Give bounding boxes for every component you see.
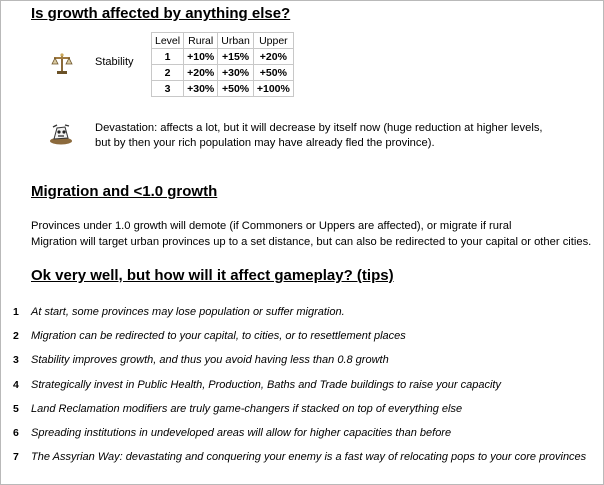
cell: +10% [184,49,218,65]
col-upper: Upper [253,33,293,49]
tip-number: 2 [13,330,19,343]
list-item [1,426,601,450]
tip-text: The Assyrian Way: devastating and conquering your enemy is a fast way of relocating pops to your core provinces [31,451,587,464]
stability-label: Stability [95,56,134,68]
table-row [152,49,294,65]
tip-text: Spreading institutions in undeveloped areas will allow for higher capacities than before [31,426,452,439]
list-item [1,402,601,426]
tip-number: 1 [13,306,19,318]
tip-text: Land Reclamation modifiers are truly game-changers if stacked on top of everything else [31,402,463,415]
cell: +20% [184,65,218,81]
cell: +100% [253,81,293,97]
cell: +50% [253,65,293,81]
tip-number: 5 [13,402,19,415]
devastation-line-2: but by then your rich population may have already fled the province). [95,137,435,149]
heading-tips: Ok very well, but how will it affect gameplay? (tips) [31,267,394,284]
table-row [152,65,294,81]
cell: +20% [253,49,293,65]
scales-icon [50,53,74,75]
heading-migration: Migration and <1.0 growth [31,183,218,200]
cell: 2 [152,65,184,81]
devastation-icon [48,122,74,146]
migration-line-1: Provinces under 1.0 growth will demote (if Commoners or Uppers are affected), or migrate if rural [31,220,512,232]
tip-number: 3 [13,354,19,367]
list-item [1,353,601,377]
list-item [1,450,601,474]
list-item [1,329,601,353]
table-row [152,81,294,97]
cell: +30% [218,65,254,81]
cell: +50% [218,81,254,97]
tip-number: 7 [13,451,19,464]
cell: 1 [152,49,184,65]
table-header-row [152,33,294,49]
tips-list [1,305,601,474]
stability-table [151,32,294,97]
col-level: Level [152,33,184,49]
cell: 3 [152,81,184,97]
col-rural: Rural [184,33,218,49]
heading-growth-affected: Is growth affected by anything else? [31,5,291,22]
tip-text: Strategically invest in Public Health, Production, Baths and Trade buildings to raise your capacity [31,378,501,391]
cell: +30% [184,81,218,97]
tip-text: At start, some provinces may lose population or suffer migration. [31,306,345,318]
col-urban: Urban [218,33,254,49]
devastation-line-1: Devastation: affects a lot, but it will decrease by itself now (huge reduction at higher levels, [95,122,543,134]
tip-text: Migration can be redirected to your capital, to cities, or to resettlement places [31,330,406,343]
migration-line-2: Migration will target urban provinces up to a set distance, but can also be redirected to your capital or other cities. [31,236,592,248]
tip-number: 6 [13,426,19,439]
list-item [1,378,601,402]
cell: +15% [218,49,254,65]
list-item [1,305,601,329]
tip-number: 4 [13,378,19,391]
tip-text: Stability improves growth, and thus you avoid having less than 0.8 growth [31,354,389,367]
